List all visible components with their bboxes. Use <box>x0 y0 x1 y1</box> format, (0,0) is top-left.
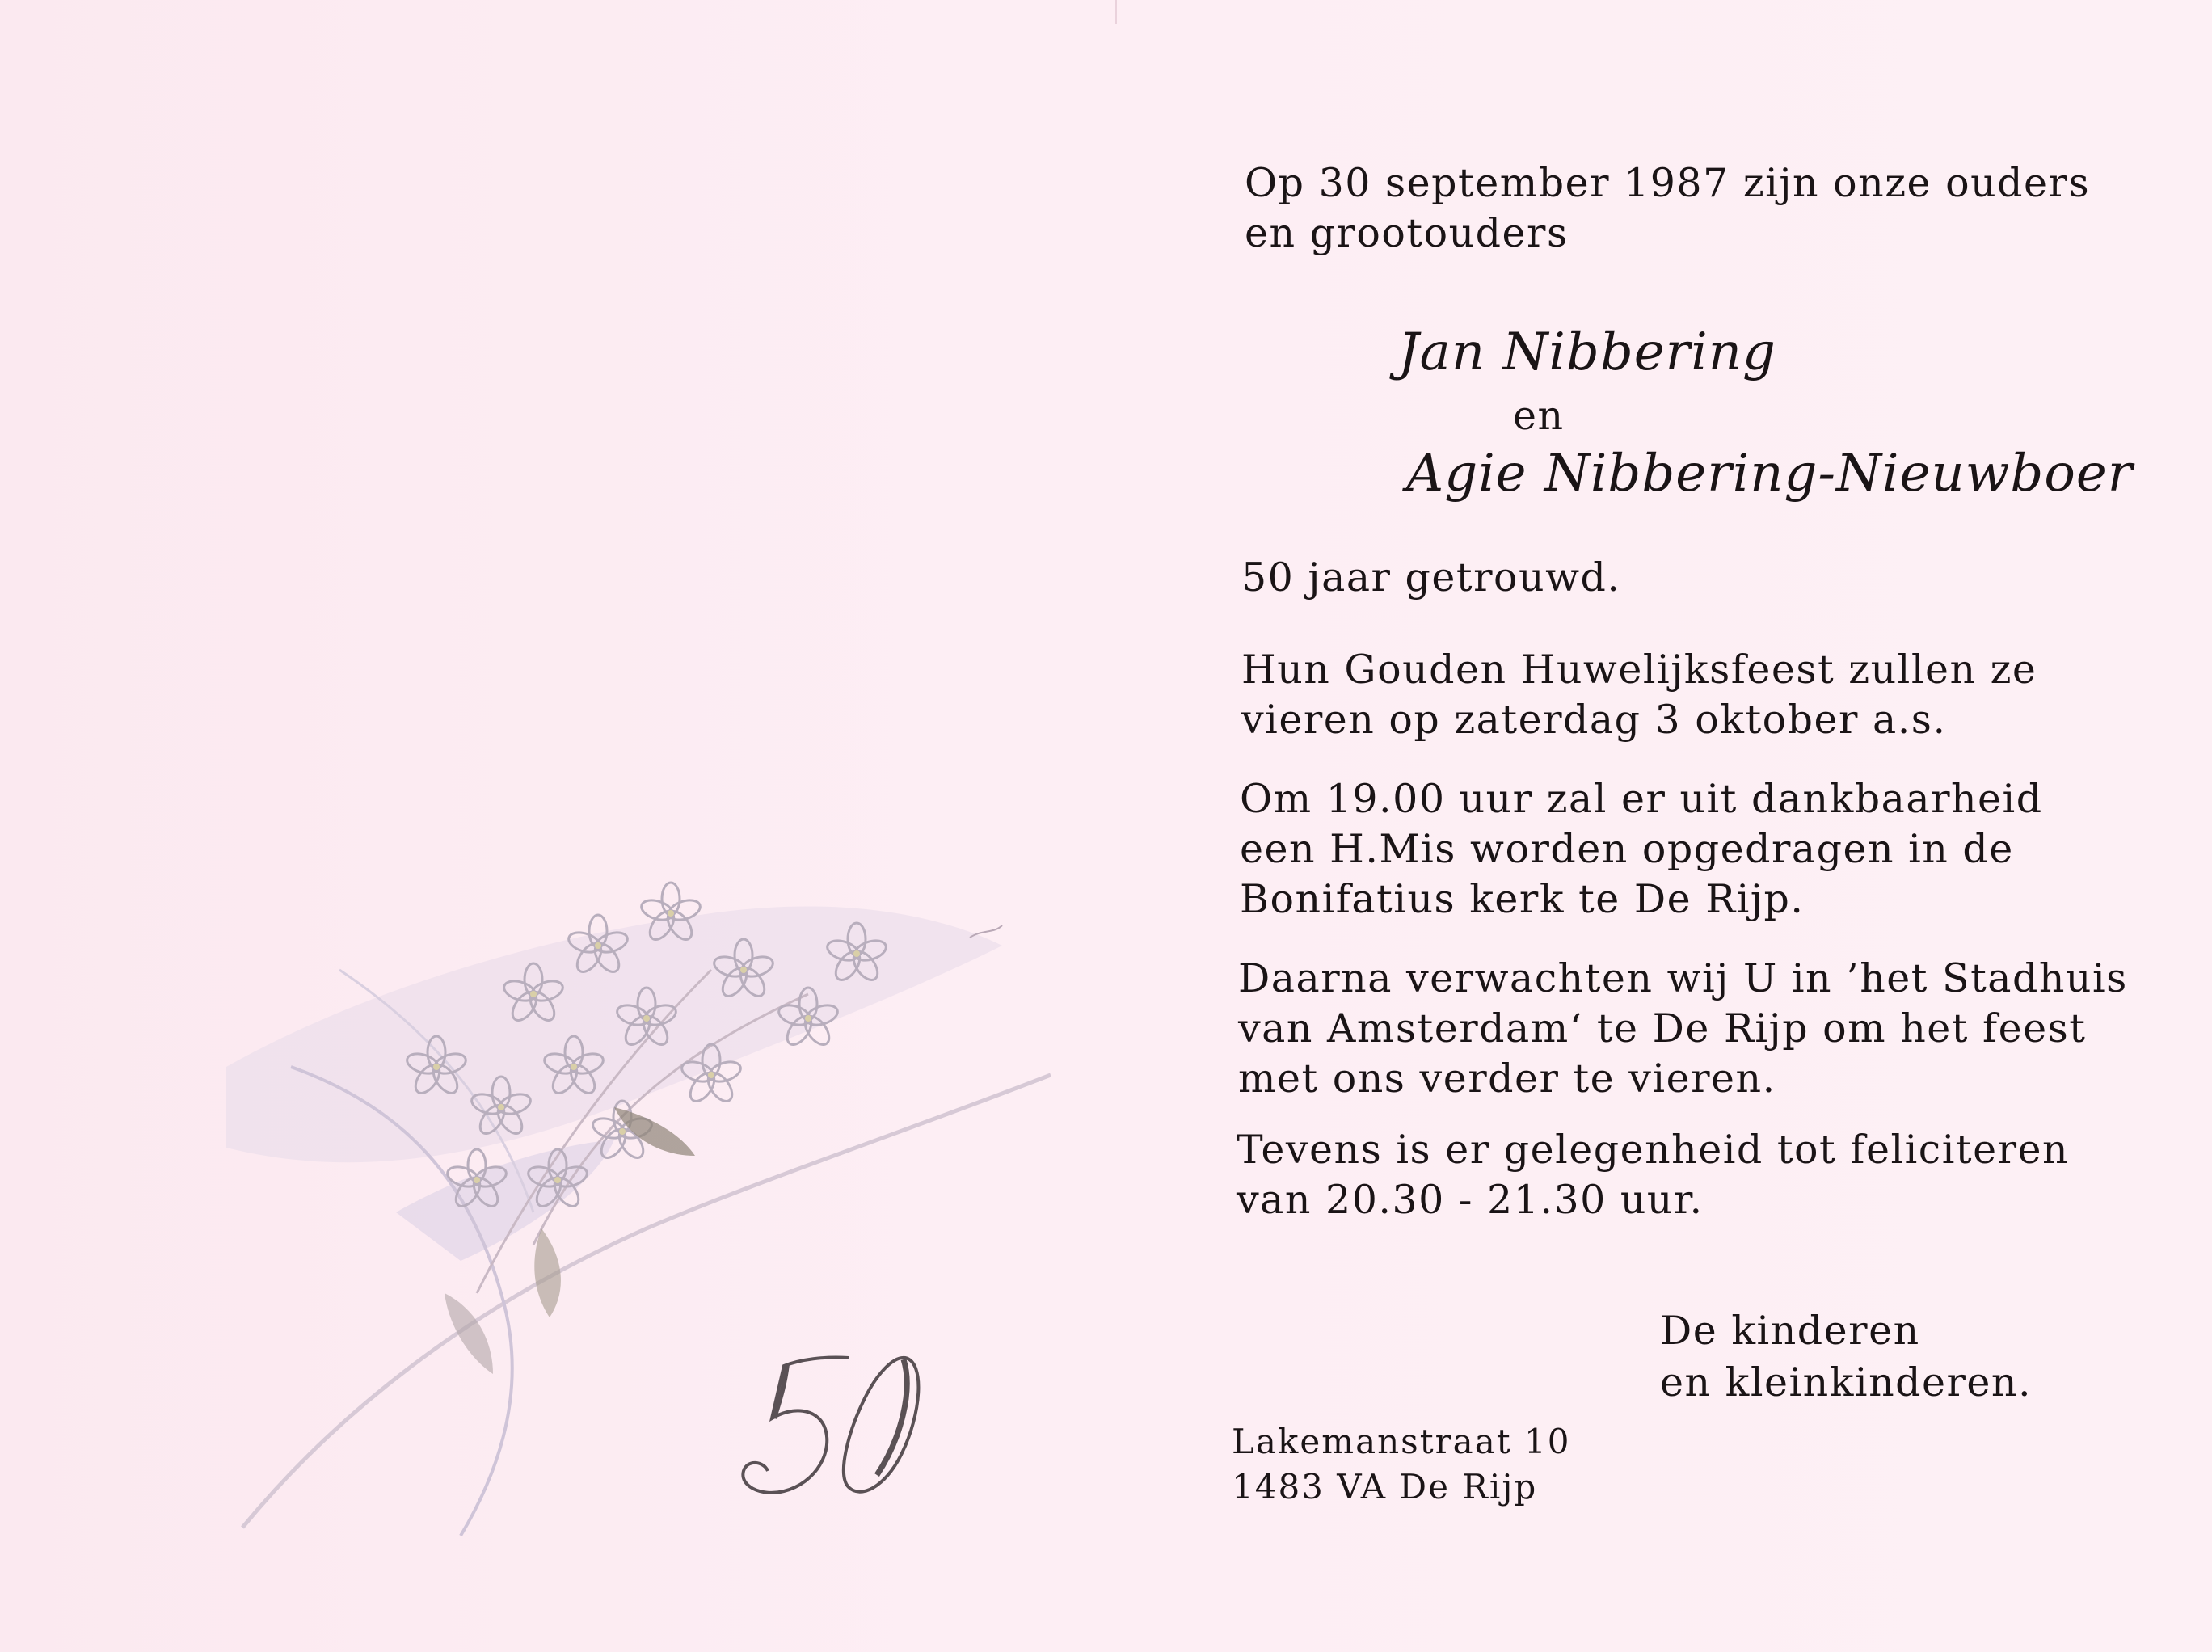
after-line-2: van Amsterdam‘ te De Rijp om het feest <box>1238 1005 2087 1051</box>
bride-name: Agie Nibbering-Nieuwboer <box>1406 444 2134 504</box>
groom-name: Jan Nibbering <box>1398 322 1776 382</box>
address-line-2: 1483 VA De Rijp <box>1232 1467 1538 1507</box>
signature-line-1: De kinderen <box>1660 1308 1920 1354</box>
mass-line-3: Bonifatius kerk te De Rijp. <box>1240 876 1805 922</box>
feast-line-2: vieren op zaterdag 3 oktober a.s. <box>1241 697 1947 743</box>
after-line-1: Daarna verwachten wij U in ’het Stadhuis <box>1238 955 2128 1001</box>
fold-line <box>1115 0 1117 24</box>
after-line-3: met ons verder te vieren. <box>1238 1056 1776 1102</box>
intro-line-2: en grootouders <box>1245 210 1569 256</box>
congrats-line-1: Tevens is er gelegenheid tot feliciteren <box>1237 1127 2070 1173</box>
mass-line-1: Om 19.00 uur zal er uit dankbaarheid <box>1240 776 2043 822</box>
congrats-line-2: van 20.30 - 21.30 uur. <box>1237 1177 1704 1223</box>
married-years: 50 jaar getrouwd. <box>1241 554 1621 601</box>
flower-illustration <box>194 727 1083 1592</box>
signature-line-2: en kleinkinderen. <box>1660 1359 2033 1405</box>
address-line-1: Lakemanstraat 10 <box>1232 1422 1571 1461</box>
number-50-emblem <box>727 1342 937 1511</box>
feast-line-1: Hun Gouden Huwelijksfeest zullen ze <box>1241 647 2037 693</box>
intro-line-1: Op 30 september 1987 zijn onze ouders <box>1245 160 2091 206</box>
names-connector: en <box>1513 393 1565 439</box>
mass-line-2: een H.Mis worden opgedragen in de <box>1240 826 2014 872</box>
